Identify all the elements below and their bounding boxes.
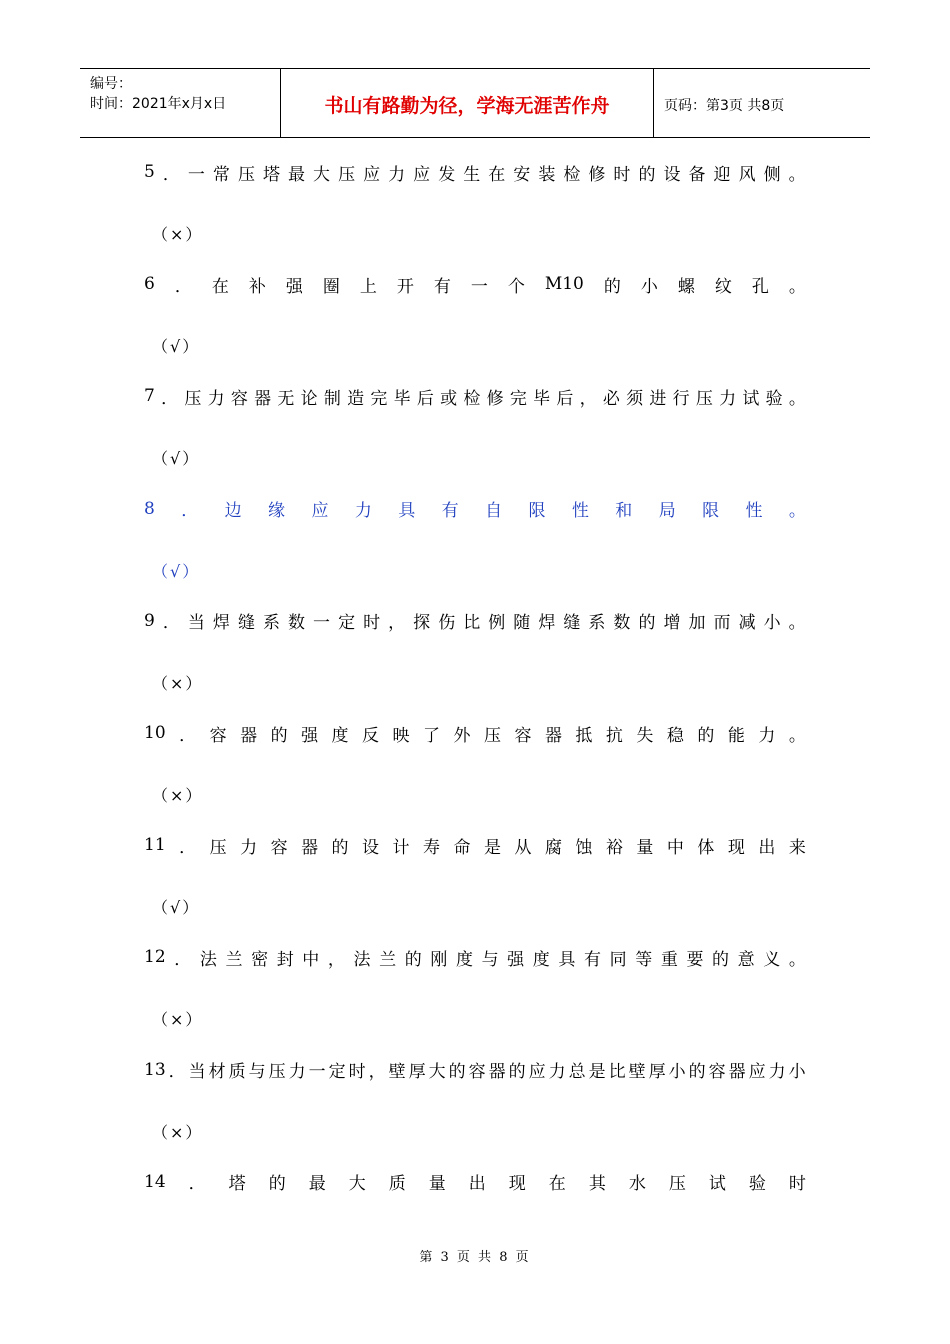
question-answer: （√） [152, 898, 201, 918]
question-answer: （√） [152, 337, 201, 357]
question-answer: （√） [152, 449, 201, 469]
question-answer: （×） [152, 225, 204, 244]
header-page-info: 页码：第3页 共8页 [664, 98, 785, 114]
document-date-label: 时间：2021年x月x日 [90, 96, 227, 112]
question-answer: （√） [152, 561, 201, 581]
header-motto-cell [281, 69, 654, 137]
question-text: 5 ． 一 常 压 塔 最 大 压 应 力 应 发 生 在 安 装 检 修 时 的 设 备 迎 风 侧 。 [144, 162, 806, 184]
question-answer: （×） [152, 786, 204, 805]
question-text: 12 ． 法 兰 密 封 中 ， 法 兰 的 刚 度 与 强 度 具 有 同 等 重 要 的 意 义 。 [144, 947, 806, 970]
question-text: 7 ． 压 力 容 器 无 论 制 造 完 毕 后 或 检 修 完 毕 后 ， 必 须 进 行 压 力 试 验 。 [144, 386, 806, 409]
header-meta-cell [80, 69, 281, 137]
question-text: 9 ． 当 焊 缝 系 数 一 定 时 ， 探 伤 比 例 随 焊 缝 系 数 的 增 加 而 减 小 。 [144, 610, 806, 633]
question-text: 11 ． 压 力 容 器 的 设 计 寿 命 是 从 腐 蚀 裕 量 中 体 现 出 来 [144, 835, 806, 858]
page-footer: 第 3 页 共 8 页 [419, 1250, 531, 1265]
question-text: 14 ． 塔 的 最 大 质 量 出 现 在 其 水 压 试 验 时 [144, 1171, 806, 1194]
question-answer: （×） [152, 1010, 204, 1030]
page-header-table [80, 68, 870, 138]
question-answer: （×） [152, 1122, 204, 1142]
question-answer: （×） [152, 673, 204, 693]
question-text: 8 ． 边 缘 应 力 具 有 自 限 性 和 局 限 性 。 [144, 498, 806, 521]
question-text: 13 ． 当 材 质 与 压 力 一 定 时 ， 壁 厚 大 的 容 器 的 应 力 总 是 比 壁 厚 小 的 容 器 应 力 小 [144, 1059, 806, 1082]
header-motto: 书山有路勤为径，学海无涯苦作舟 [324, 95, 610, 117]
question-text: 6 ． 在 补 强 圈 上 开 有 一 个 M10 的 小 螺 纹 孔 。 [144, 274, 806, 297]
question-text: 10 ． 容 器 的 强 度 反 映 了 外 压 容 器 抵 抗 失 稳 的 能 力 。 [144, 723, 806, 745]
document-number-label: 编号： [90, 76, 132, 92]
header-page-cell [654, 69, 870, 137]
